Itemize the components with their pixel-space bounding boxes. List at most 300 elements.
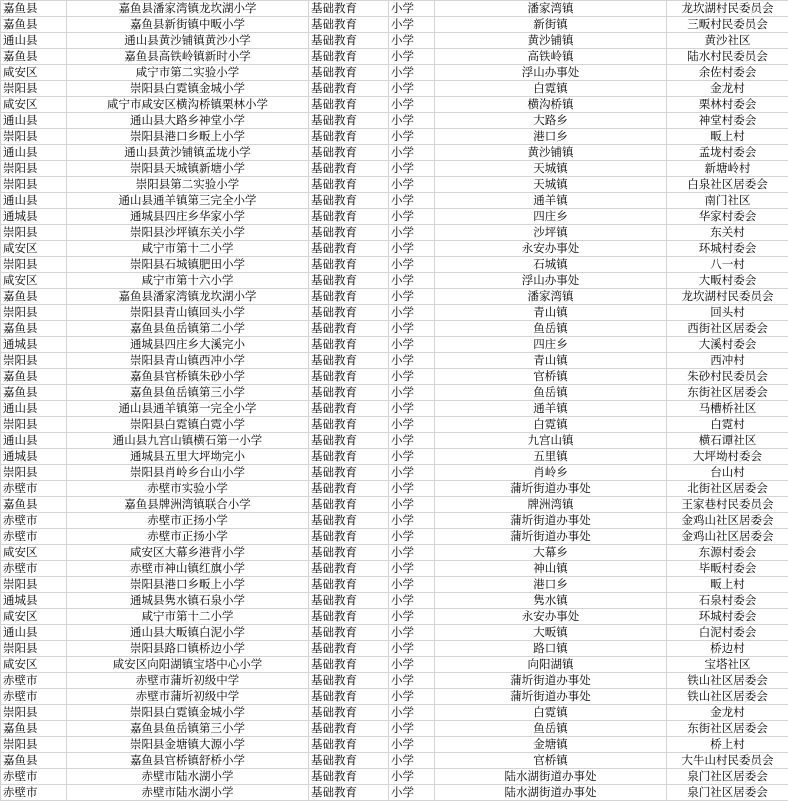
village-cell[interactable]: 西街社区居委会	[667, 321, 788, 337]
district-cell[interactable]: 赤壁市	[1, 689, 67, 705]
district-cell[interactable]: 崇阳县	[1, 305, 67, 321]
village-cell[interactable]: 东街社区居委会	[667, 385, 788, 401]
village-cell[interactable]: 东源村委会	[667, 545, 788, 561]
town-cell[interactable]: 永安办事处	[435, 609, 667, 625]
table-row[interactable]	[1, 257, 788, 273]
village-cell[interactable]: 马槽桥社区	[667, 401, 788, 417]
school-name-cell[interactable]: 咸宁市第十二小学	[67, 609, 309, 625]
town-cell[interactable]: 四庄乡	[435, 337, 667, 353]
level-cell[interactable]: 小学	[389, 577, 435, 593]
town-cell[interactable]: 官桥镇	[435, 369, 667, 385]
town-cell[interactable]: 陆水湖街道办事处	[435, 785, 667, 801]
level-cell[interactable]: 小学	[389, 449, 435, 465]
level-cell[interactable]: 小学	[389, 561, 435, 577]
level-cell[interactable]: 小学	[389, 481, 435, 497]
village-cell[interactable]: 大畈村委会	[667, 273, 788, 289]
level-cell[interactable]: 小学	[389, 625, 435, 641]
village-cell[interactable]: 大坪坳村委会	[667, 449, 788, 465]
category-cell[interactable]: 基础教育	[309, 1, 389, 17]
table-row[interactable]	[1, 49, 788, 65]
town-cell[interactable]: 大幕乡	[435, 545, 667, 561]
village-cell[interactable]: 新塘岭村	[667, 161, 788, 177]
district-cell[interactable]: 崇阳县	[1, 641, 67, 657]
school-name-cell[interactable]: 崇阳县沙坪镇东关小学	[67, 225, 309, 241]
level-cell[interactable]: 小学	[389, 753, 435, 769]
school-name-cell[interactable]: 嘉鱼县潘家湾镇龙坎湖小学	[67, 289, 309, 305]
level-cell[interactable]: 小学	[389, 49, 435, 65]
school-name-cell[interactable]: 崇阳县港口乡畈上小学	[67, 129, 309, 145]
school-name-cell[interactable]: 咸安区向阳湖镇宝塔中心小学	[67, 657, 309, 673]
village-cell[interactable]: 大溪村委会	[667, 337, 788, 353]
district-cell[interactable]: 赤壁市	[1, 561, 67, 577]
district-cell[interactable]: 崇阳县	[1, 577, 67, 593]
town-cell[interactable]: 青山镇	[435, 305, 667, 321]
village-cell[interactable]: 南门社区	[667, 193, 788, 209]
level-cell[interactable]: 小学	[389, 513, 435, 529]
level-cell[interactable]: 小学	[389, 1, 435, 17]
village-cell[interactable]: 白霓村	[667, 417, 788, 433]
school-name-cell[interactable]: 赤壁市正扬小学	[67, 513, 309, 529]
category-cell[interactable]: 基础教育	[309, 209, 389, 225]
district-cell[interactable]: 崇阳县	[1, 177, 67, 193]
school-name-cell[interactable]: 赤壁市陆水湖小学	[67, 785, 309, 801]
category-cell[interactable]: 基础教育	[309, 481, 389, 497]
school-name-cell[interactable]: 通山县黄沙铺镇黄沙小学	[67, 33, 309, 49]
category-cell[interactable]: 基础教育	[309, 673, 389, 689]
table-row[interactable]	[1, 593, 788, 609]
table-row[interactable]	[1, 769, 788, 785]
village-cell[interactable]: 龙坎湖村民委员会	[667, 1, 788, 17]
level-cell[interactable]: 小学	[389, 17, 435, 33]
school-name-cell[interactable]: 嘉鱼县潘家湾镇龙坎湖小学	[67, 1, 309, 17]
table-row[interactable]	[1, 657, 788, 673]
town-cell[interactable]: 潘家湾镇	[435, 289, 667, 305]
school-name-cell[interactable]: 崇阳县第二实验小学	[67, 177, 309, 193]
town-cell[interactable]: 金塘镇	[435, 737, 667, 753]
district-cell[interactable]: 嘉鱼县	[1, 721, 67, 737]
table-row[interactable]	[1, 321, 788, 337]
table-row[interactable]	[1, 161, 788, 177]
town-cell[interactable]: 蒲圻街道办事处	[435, 529, 667, 545]
table-row[interactable]	[1, 241, 788, 257]
village-cell[interactable]: 栗林村委会	[667, 97, 788, 113]
level-cell[interactable]: 小学	[389, 209, 435, 225]
district-cell[interactable]: 崇阳县	[1, 81, 67, 97]
level-cell[interactable]: 小学	[389, 273, 435, 289]
district-cell[interactable]: 嘉鱼县	[1, 753, 67, 769]
level-cell[interactable]: 小学	[389, 353, 435, 369]
town-cell[interactable]: 肖岭乡	[435, 465, 667, 481]
table-row[interactable]	[1, 737, 788, 753]
table-row[interactable]	[1, 369, 788, 385]
category-cell[interactable]: 基础教育	[309, 609, 389, 625]
table-row[interactable]	[1, 1, 788, 17]
village-cell[interactable]: 北街社区居委会	[667, 481, 788, 497]
town-cell[interactable]: 蒲圻街道办事处	[435, 513, 667, 529]
level-cell[interactable]: 小学	[389, 401, 435, 417]
town-cell[interactable]: 陆水湖街道办事处	[435, 769, 667, 785]
district-cell[interactable]: 嘉鱼县	[1, 385, 67, 401]
school-name-cell[interactable]: 崇阳县肖岭乡台山小学	[67, 465, 309, 481]
town-cell[interactable]: 黄沙铺镇	[435, 33, 667, 49]
table-row[interactable]	[1, 145, 788, 161]
district-cell[interactable]: 咸安区	[1, 657, 67, 673]
level-cell[interactable]: 小学	[389, 241, 435, 257]
village-cell[interactable]: 金鸡山社区居委会	[667, 529, 788, 545]
district-cell[interactable]: 通山县	[1, 113, 67, 129]
town-cell[interactable]: 路口镇	[435, 641, 667, 657]
category-cell[interactable]: 基础教育	[309, 225, 389, 241]
table-row[interactable]	[1, 641, 788, 657]
school-name-cell[interactable]: 崇阳县白霓镇金城小学	[67, 81, 309, 97]
village-cell[interactable]: 台山村	[667, 465, 788, 481]
category-cell[interactable]: 基础教育	[309, 385, 389, 401]
school-name-cell[interactable]: 嘉鱼县官桥镇舒桥小学	[67, 753, 309, 769]
school-name-cell[interactable]: 咸宁市第二实验小学	[67, 65, 309, 81]
town-cell[interactable]: 石城镇	[435, 257, 667, 273]
category-cell[interactable]: 基础教育	[309, 305, 389, 321]
school-name-cell[interactable]: 嘉鱼县鱼岳镇第三小学	[67, 385, 309, 401]
town-cell[interactable]: 大畈镇	[435, 625, 667, 641]
village-cell[interactable]: 石泉村委会	[667, 593, 788, 609]
category-cell[interactable]: 基础教育	[309, 97, 389, 113]
table-row[interactable]	[1, 673, 788, 689]
village-cell[interactable]: 华家村委会	[667, 209, 788, 225]
district-cell[interactable]: 通城县	[1, 209, 67, 225]
table-row[interactable]	[1, 81, 788, 97]
level-cell[interactable]: 小学	[389, 497, 435, 513]
village-cell[interactable]: 铁山社区居委会	[667, 689, 788, 705]
village-cell[interactable]: 黄沙社区	[667, 33, 788, 49]
level-cell[interactable]: 小学	[389, 257, 435, 273]
district-cell[interactable]: 赤壁市	[1, 529, 67, 545]
level-cell[interactable]: 小学	[389, 65, 435, 81]
table-row[interactable]	[1, 545, 788, 561]
table-row[interactable]	[1, 705, 788, 721]
town-cell[interactable]: 白霓镇	[435, 417, 667, 433]
category-cell[interactable]: 基础教育	[309, 465, 389, 481]
village-cell[interactable]: 金龙村	[667, 705, 788, 721]
category-cell[interactable]: 基础教育	[309, 705, 389, 721]
category-cell[interactable]: 基础教育	[309, 337, 389, 353]
level-cell[interactable]: 小学	[389, 689, 435, 705]
table-row[interactable]	[1, 785, 788, 801]
category-cell[interactable]: 基础教育	[309, 657, 389, 673]
category-cell[interactable]: 基础教育	[309, 273, 389, 289]
school-name-cell[interactable]: 崇阳县青山镇回头小学	[67, 305, 309, 321]
town-cell[interactable]: 潘家湾镇	[435, 1, 667, 17]
school-name-cell[interactable]: 赤壁市神山镇红旗小学	[67, 561, 309, 577]
level-cell[interactable]: 小学	[389, 193, 435, 209]
district-cell[interactable]: 咸安区	[1, 545, 67, 561]
district-cell[interactable]: 嘉鱼县	[1, 497, 67, 513]
school-name-cell[interactable]: 嘉鱼县牌洲湾镇联合小学	[67, 497, 309, 513]
town-cell[interactable]: 官桥镇	[435, 753, 667, 769]
level-cell[interactable]: 小学	[389, 465, 435, 481]
district-cell[interactable]: 通城县	[1, 449, 67, 465]
town-cell[interactable]: 通羊镇	[435, 193, 667, 209]
level-cell[interactable]: 小学	[389, 417, 435, 433]
village-cell[interactable]: 宝塔社区	[667, 657, 788, 673]
category-cell[interactable]: 基础教育	[309, 577, 389, 593]
town-cell[interactable]: 高铁岭镇	[435, 49, 667, 65]
level-cell[interactable]: 小学	[389, 641, 435, 657]
school-name-cell[interactable]: 嘉鱼县鱼岳镇第二小学	[67, 321, 309, 337]
school-name-cell[interactable]: 嘉鱼县官桥镇朱砂小学	[67, 369, 309, 385]
category-cell[interactable]: 基础教育	[309, 113, 389, 129]
table-row[interactable]	[1, 273, 788, 289]
school-name-cell[interactable]: 赤壁市正扬小学	[67, 529, 309, 545]
school-name-cell[interactable]: 通城县四庄乡华家小学	[67, 209, 309, 225]
district-cell[interactable]: 嘉鱼县	[1, 321, 67, 337]
town-cell[interactable]: 白霓镇	[435, 705, 667, 721]
level-cell[interactable]: 小学	[389, 81, 435, 97]
school-name-cell[interactable]: 通山县黄沙铺镇孟垅小学	[67, 145, 309, 161]
village-cell[interactable]: 余佐村委会	[667, 65, 788, 81]
category-cell[interactable]: 基础教育	[309, 449, 389, 465]
village-cell[interactable]: 毕畈村委会	[667, 561, 788, 577]
town-cell[interactable]: 通羊镇	[435, 401, 667, 417]
town-cell[interactable]: 青山镇	[435, 353, 667, 369]
village-cell[interactable]: 横石谭社区	[667, 433, 788, 449]
level-cell[interactable]: 小学	[389, 673, 435, 689]
school-name-cell[interactable]: 通山县九宫山镇横石第一小学	[67, 433, 309, 449]
school-name-cell[interactable]: 嘉鱼县高铁岭镇新时小学	[67, 49, 309, 65]
table-row[interactable]	[1, 113, 788, 129]
district-cell[interactable]: 咸安区	[1, 241, 67, 257]
school-name-cell[interactable]: 咸宁市咸安区横沟桥镇栗林小学	[67, 97, 309, 113]
category-cell[interactable]: 基础教育	[309, 161, 389, 177]
town-cell[interactable]: 永安办事处	[435, 241, 667, 257]
village-cell[interactable]: 泉门社区居委会	[667, 785, 788, 801]
district-cell[interactable]: 嘉鱼县	[1, 289, 67, 305]
district-cell[interactable]: 崇阳县	[1, 705, 67, 721]
school-name-cell[interactable]: 咸安区大幕乡港背小学	[67, 545, 309, 561]
school-name-cell[interactable]: 崇阳县金塘镇大源小学	[67, 737, 309, 753]
level-cell[interactable]: 小学	[389, 161, 435, 177]
school-name-cell[interactable]: 通城县四庄乡大溪完小	[67, 337, 309, 353]
district-cell[interactable]: 崇阳县	[1, 257, 67, 273]
table-row[interactable]	[1, 289, 788, 305]
school-name-cell[interactable]: 崇阳县青山镇西冲小学	[67, 353, 309, 369]
town-cell[interactable]: 鱼岳镇	[435, 721, 667, 737]
category-cell[interactable]: 基础教育	[309, 641, 389, 657]
level-cell[interactable]: 小学	[389, 225, 435, 241]
table-row[interactable]	[1, 529, 788, 545]
level-cell[interactable]: 小学	[389, 177, 435, 193]
level-cell[interactable]: 小学	[389, 305, 435, 321]
district-cell[interactable]: 通山县	[1, 401, 67, 417]
town-cell[interactable]: 港口乡	[435, 577, 667, 593]
table-row[interactable]	[1, 449, 788, 465]
category-cell[interactable]: 基础教育	[309, 241, 389, 257]
district-cell[interactable]: 咸安区	[1, 97, 67, 113]
school-name-cell[interactable]: 崇阳县石城镇肥田小学	[67, 257, 309, 273]
table-row[interactable]	[1, 65, 788, 81]
level-cell[interactable]: 小学	[389, 705, 435, 721]
district-cell[interactable]: 赤壁市	[1, 769, 67, 785]
district-cell[interactable]: 崇阳县	[1, 161, 67, 177]
school-name-cell[interactable]: 嘉鱼县鱼岳镇第三小学	[67, 721, 309, 737]
village-cell[interactable]: 八一村	[667, 257, 788, 273]
village-cell[interactable]: 金龙村	[667, 81, 788, 97]
category-cell[interactable]: 基础教育	[309, 17, 389, 33]
school-name-cell[interactable]: 通山县通羊镇第一完全小学	[67, 401, 309, 417]
table-row[interactable]	[1, 689, 788, 705]
category-cell[interactable]: 基础教育	[309, 49, 389, 65]
village-cell[interactable]: 东街社区居委会	[667, 721, 788, 737]
school-name-cell[interactable]: 通山县大路乡神堂小学	[67, 113, 309, 129]
district-cell[interactable]: 崇阳县	[1, 737, 67, 753]
village-cell[interactable]: 王家巷村民委员会	[667, 497, 788, 513]
category-cell[interactable]: 基础教育	[309, 529, 389, 545]
table-row[interactable]	[1, 721, 788, 737]
category-cell[interactable]: 基础教育	[309, 81, 389, 97]
level-cell[interactable]: 小学	[389, 129, 435, 145]
category-cell[interactable]: 基础教育	[309, 721, 389, 737]
level-cell[interactable]: 小学	[389, 721, 435, 737]
town-cell[interactable]: 牌洲湾镇	[435, 497, 667, 513]
category-cell[interactable]: 基础教育	[309, 177, 389, 193]
category-cell[interactable]: 基础教育	[309, 497, 389, 513]
category-cell[interactable]: 基础教育	[309, 353, 389, 369]
district-cell[interactable]: 咸安区	[1, 609, 67, 625]
level-cell[interactable]: 小学	[389, 321, 435, 337]
table-row[interactable]	[1, 577, 788, 593]
table-row[interactable]	[1, 177, 788, 193]
village-cell[interactable]: 金鸡山社区居委会	[667, 513, 788, 529]
level-cell[interactable]: 小学	[389, 289, 435, 305]
category-cell[interactable]: 基础教育	[309, 625, 389, 641]
table-row[interactable]	[1, 33, 788, 49]
table-row[interactable]	[1, 513, 788, 529]
level-cell[interactable]: 小学	[389, 545, 435, 561]
school-name-cell[interactable]: 通城县五里大坪坳完小	[67, 449, 309, 465]
table-row[interactable]	[1, 481, 788, 497]
village-cell[interactable]: 铁山社区居委会	[667, 673, 788, 689]
category-cell[interactable]: 基础教育	[309, 737, 389, 753]
table-row[interactable]	[1, 17, 788, 33]
town-cell[interactable]: 隽水镇	[435, 593, 667, 609]
district-cell[interactable]: 嘉鱼县	[1, 49, 67, 65]
school-name-cell[interactable]: 崇阳县天城镇新塘小学	[67, 161, 309, 177]
town-cell[interactable]: 天城镇	[435, 161, 667, 177]
town-cell[interactable]: 白霓镇	[435, 81, 667, 97]
table-row[interactable]	[1, 561, 788, 577]
table-row[interactable]	[1, 433, 788, 449]
village-cell[interactable]: 环城村委会	[667, 241, 788, 257]
level-cell[interactable]: 小学	[389, 657, 435, 673]
town-cell[interactable]: 大路乡	[435, 113, 667, 129]
village-cell[interactable]: 环城村委会	[667, 609, 788, 625]
district-cell[interactable]: 通山县	[1, 625, 67, 641]
town-cell[interactable]: 鱼岳镇	[435, 321, 667, 337]
level-cell[interactable]: 小学	[389, 529, 435, 545]
town-cell[interactable]: 向阳湖镇	[435, 657, 667, 673]
school-name-cell[interactable]: 通山县通羊镇第三完全小学	[67, 193, 309, 209]
town-cell[interactable]: 天城镇	[435, 177, 667, 193]
table-row[interactable]	[1, 97, 788, 113]
town-cell[interactable]: 蒲圻街道办事处	[435, 689, 667, 705]
town-cell[interactable]: 港口乡	[435, 129, 667, 145]
village-cell[interactable]: 龙坎湖村民委员会	[667, 289, 788, 305]
school-name-cell[interactable]: 赤壁市蒲圻初级中学	[67, 689, 309, 705]
category-cell[interactable]: 基础教育	[309, 593, 389, 609]
level-cell[interactable]: 小学	[389, 369, 435, 385]
table-row[interactable]	[1, 417, 788, 433]
category-cell[interactable]: 基础教育	[309, 433, 389, 449]
district-cell[interactable]: 崇阳县	[1, 129, 67, 145]
school-name-cell[interactable]: 咸宁市第十二小学	[67, 241, 309, 257]
category-cell[interactable]: 基础教育	[309, 145, 389, 161]
town-cell[interactable]: 鱼岳镇	[435, 385, 667, 401]
district-cell[interactable]: 崇阳县	[1, 465, 67, 481]
village-cell[interactable]: 朱砂村民委员会	[667, 369, 788, 385]
level-cell[interactable]: 小学	[389, 337, 435, 353]
category-cell[interactable]: 基础教育	[309, 289, 389, 305]
level-cell[interactable]: 小学	[389, 97, 435, 113]
category-cell[interactable]: 基础教育	[309, 561, 389, 577]
school-name-cell[interactable]: 赤壁市蒲圻初级中学	[67, 673, 309, 689]
district-cell[interactable]: 通山县	[1, 433, 67, 449]
district-cell[interactable]: 通山县	[1, 33, 67, 49]
table-row[interactable]	[1, 225, 788, 241]
category-cell[interactable]: 基础教育	[309, 321, 389, 337]
district-cell[interactable]: 赤壁市	[1, 513, 67, 529]
table-row[interactable]	[1, 353, 788, 369]
village-cell[interactable]: 陆水村民委员会	[667, 49, 788, 65]
village-cell[interactable]: 孟垅村委会	[667, 145, 788, 161]
level-cell[interactable]: 小学	[389, 593, 435, 609]
level-cell[interactable]: 小学	[389, 737, 435, 753]
table-row[interactable]	[1, 209, 788, 225]
village-cell[interactable]: 泉门社区居委会	[667, 769, 788, 785]
town-cell[interactable]: 神山镇	[435, 561, 667, 577]
table-row[interactable]	[1, 385, 788, 401]
village-cell[interactable]: 回头村	[667, 305, 788, 321]
school-name-cell[interactable]: 崇阳县白霓镇白霓小学	[67, 417, 309, 433]
category-cell[interactable]: 基础教育	[309, 689, 389, 705]
town-cell[interactable]: 黄沙铺镇	[435, 145, 667, 161]
district-cell[interactable]: 通山县	[1, 145, 67, 161]
category-cell[interactable]: 基础教育	[309, 753, 389, 769]
level-cell[interactable]: 小学	[389, 785, 435, 801]
category-cell[interactable]: 基础教育	[309, 769, 389, 785]
town-cell[interactable]: 新街镇	[435, 17, 667, 33]
level-cell[interactable]: 小学	[389, 433, 435, 449]
district-cell[interactable]: 赤壁市	[1, 481, 67, 497]
district-cell[interactable]: 崇阳县	[1, 225, 67, 241]
level-cell[interactable]: 小学	[389, 145, 435, 161]
district-cell[interactable]: 通山县	[1, 193, 67, 209]
category-cell[interactable]: 基础教育	[309, 401, 389, 417]
category-cell[interactable]: 基础教育	[309, 785, 389, 801]
school-name-cell[interactable]: 赤壁市陆水湖小学	[67, 769, 309, 785]
district-cell[interactable]: 崇阳县	[1, 417, 67, 433]
village-cell[interactable]: 畈上村	[667, 129, 788, 145]
district-cell[interactable]: 赤壁市	[1, 785, 67, 801]
village-cell[interactable]: 西冲村	[667, 353, 788, 369]
town-cell[interactable]: 四庄乡	[435, 209, 667, 225]
category-cell[interactable]: 基础教育	[309, 129, 389, 145]
table-row[interactable]	[1, 337, 788, 353]
district-cell[interactable]: 通城县	[1, 337, 67, 353]
district-cell[interactable]: 咸安区	[1, 273, 67, 289]
district-cell[interactable]: 通城县	[1, 593, 67, 609]
school-name-cell[interactable]: 赤壁市实验小学	[67, 481, 309, 497]
category-cell[interactable]: 基础教育	[309, 545, 389, 561]
village-cell[interactable]: 东关村	[667, 225, 788, 241]
